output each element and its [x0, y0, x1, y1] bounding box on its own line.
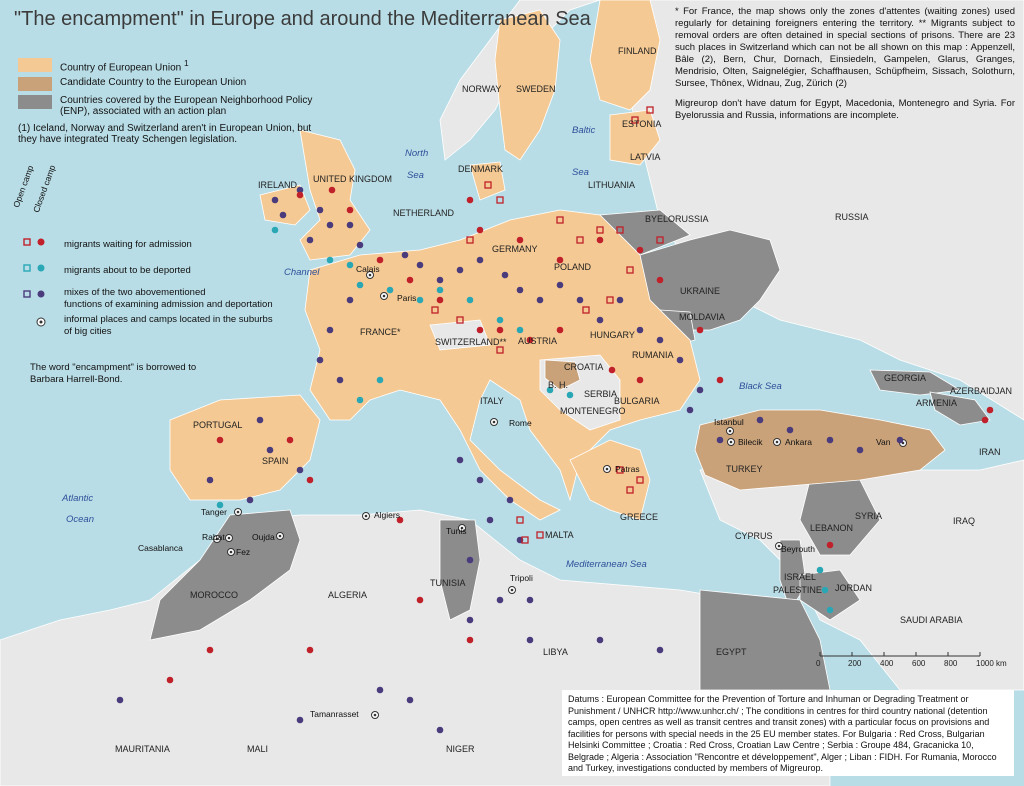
legend-closed-camp: Closed camp	[30, 163, 58, 214]
country-label-azerbaidjan: AZERBAIDJAN	[950, 386, 1013, 396]
city-label-tamanrasset: Tamanrasset	[310, 709, 359, 719]
sea-label-sea: Sea	[407, 170, 424, 181]
legend-enp	[18, 95, 318, 117]
informal-camp-center	[383, 295, 386, 298]
country-label-latvia: LATVIA	[630, 152, 661, 162]
eu-swatch	[18, 58, 52, 72]
legend-candidate-label: Candidate Country to the European Union	[60, 77, 247, 89]
closed-camp-purple-marker	[337, 377, 344, 384]
closed-camp-red-marker	[467, 197, 474, 204]
closed-camp-purple-marker	[557, 282, 564, 289]
scale-tick-label: 1000 km	[976, 659, 1007, 668]
city-label-bilecik: Bilecik	[738, 437, 763, 447]
informal-symbol-inner	[40, 321, 43, 324]
informal-camp-center	[369, 274, 372, 277]
country-label-hungary: HUNGARY	[590, 330, 635, 340]
closed-camp-red-marker	[377, 257, 384, 264]
closed-camp-purple-marker	[467, 617, 474, 624]
closed-camp-purple-marker	[317, 357, 324, 364]
country-label-denmark: DENMARK	[458, 164, 504, 174]
country-label-netherland: NETHERLAND	[393, 208, 455, 218]
sea-label-channel: Channel	[284, 267, 320, 278]
scale-tick-label: 400	[880, 659, 894, 668]
closed-camp-purple-marker	[757, 417, 764, 424]
closed-camp-red-marker	[417, 597, 424, 604]
country-label-united-kingdom: UNITED KINGDOM	[313, 174, 393, 184]
closed-camp-purple-marker	[117, 697, 124, 704]
closed-camp-purple-marker	[827, 437, 834, 444]
closed-camp-purple-marker	[677, 357, 684, 364]
closed-camp-red-marker	[297, 192, 304, 199]
country-label-poland: POLAND	[554, 262, 592, 272]
city-label-van: Van	[876, 437, 891, 447]
sea-label-north: North	[405, 148, 429, 159]
closed-camp-purple-marker	[402, 252, 409, 259]
candidate-swatch	[18, 77, 52, 91]
city-label-patras: Patras	[615, 464, 640, 474]
country-label-b-h-: B. H.	[548, 380, 569, 390]
informal-camp-center	[778, 545, 781, 548]
scale-tick-label: 0	[816, 659, 821, 668]
city-label-algiers: Algiers	[374, 510, 400, 520]
country-label-ireland: IRELAND	[258, 180, 298, 190]
country-label-austria: AUSTRIA	[518, 336, 558, 346]
country-label-lebanon: LEBANON	[810, 523, 854, 533]
closed-camp-teal-marker	[377, 377, 384, 384]
city-label-istanbul: Istanbul	[714, 417, 744, 427]
sea-label-atlantic: Atlantic	[62, 493, 94, 504]
informal-camp-center	[511, 589, 514, 592]
city-label-beyrouth: Beyrouth	[781, 544, 816, 554]
closed-camp-red-marker	[637, 377, 644, 384]
country-label-serbia: SERBIA	[584, 389, 618, 399]
sea-label-baltic: Baltic	[572, 125, 596, 136]
country-label-croatia: CROATIA	[564, 362, 604, 372]
country-label-jordan: JORDAN	[835, 583, 873, 593]
country-label-mali: MALI	[247, 744, 269, 754]
informal-camp-center	[729, 430, 732, 433]
closed-camp-purple-marker	[407, 697, 414, 704]
city-label-paris: Paris	[397, 293, 417, 303]
scale-tick-label: 200	[848, 659, 862, 668]
closed-camp-purple-marker	[787, 427, 794, 434]
closed-camp-purple-marker	[477, 257, 484, 264]
city-label-rome: Rome	[509, 418, 532, 428]
informal-camp-center	[279, 535, 282, 538]
closed-camp-purple-marker	[507, 497, 514, 504]
informal-camp-center	[230, 551, 233, 554]
closed-camp-purple-marker	[357, 242, 364, 249]
country-label-italy: ITALY	[480, 396, 504, 406]
closed-camp-purple-marker	[297, 717, 304, 724]
closed-camp-red-marker	[407, 277, 414, 284]
city-label-oujda: Oujda	[252, 532, 275, 542]
sea-label-sea: Sea	[572, 167, 589, 178]
closed-camp-purple-marker	[717, 437, 724, 444]
legend-footnote: (1) Iceland, Norway and Switzerland aren't in European Union, but they have integrated Treaty Schengen legislation.	[18, 123, 312, 146]
closed-camp-red-marker	[609, 367, 616, 374]
closed-camp-purple-marker	[377, 687, 384, 694]
closed-camp-purple-marker	[317, 207, 324, 214]
closed-camp-purple-marker	[527, 637, 534, 644]
closed-camp-teal-marker	[827, 607, 834, 614]
closed-camp-red-marker	[467, 637, 474, 644]
country-label-lithuania: LITHUANIA	[588, 180, 636, 190]
country-label-saudi-arabia: SAUDI ARABIA	[900, 615, 963, 625]
open-waiting-symbol	[24, 239, 30, 245]
enp-swatch	[18, 95, 52, 109]
city-label-tanger: Tanger	[201, 507, 227, 517]
legend-waiting-label: migrants waiting for admission	[64, 239, 192, 250]
country-label-algeria: ALGERIA	[328, 590, 368, 600]
country-label-palestine: PALESTINE	[773, 585, 822, 595]
closed-camp-red-marker	[287, 437, 294, 444]
legend-candidate	[18, 77, 318, 91]
informal-camp-center	[730, 441, 733, 444]
closed-camp-purple-marker	[272, 197, 279, 204]
country-label-georgia: GEORGIA	[884, 373, 927, 383]
city-label-tunis: Tunis	[446, 526, 467, 536]
country-label-cyprus: CYPRUS	[735, 531, 773, 541]
closed-waiting-symbol	[38, 239, 45, 246]
closed-camp-purple-marker	[327, 222, 334, 229]
closed-camp-purple-marker	[247, 497, 254, 504]
country-label-morocco: MOROCCO	[190, 590, 238, 600]
closed-camp-red-marker	[597, 237, 604, 244]
closed-camp-teal-marker	[817, 567, 824, 574]
closed-camp-red-marker	[307, 647, 314, 654]
open-mixed-symbol	[24, 291, 30, 297]
top-note-secondary: Migreurop don't have datum for Egypt, Macedonia, Montenegro and Syria. For Byelorussia and Russia, informations are incomplete.	[675, 98, 1015, 121]
closed-camp-teal-marker	[327, 257, 334, 264]
country-label-turkey: TURKEY	[726, 464, 763, 474]
closed-camp-purple-marker	[857, 447, 864, 454]
legend-eu	[18, 58, 318, 73]
country-label-moldavia: MOLDAVIA	[679, 312, 725, 322]
closed-camp-purple-marker	[477, 477, 484, 484]
closed-camp-red-marker	[517, 237, 524, 244]
informal-camp-center	[237, 511, 240, 514]
closed-camp-red-marker	[217, 437, 224, 444]
country-label-niger: NIGER	[446, 744, 475, 754]
city-label-ankara: Ankara	[785, 437, 812, 447]
sea-label-black-sea: Black Sea	[739, 381, 782, 392]
country-label-libya: LIBYA	[543, 647, 568, 657]
closed-camp-purple-marker	[457, 267, 464, 274]
closed-camp-red-marker	[717, 377, 724, 384]
closed-camp-teal-marker	[357, 282, 364, 289]
city-label-calais: Calais	[356, 264, 380, 274]
informal-camp-center	[493, 421, 496, 424]
sea-label-mediterranean-sea: Mediterranean Sea	[566, 559, 647, 570]
legend-mixed-label-2: functions of examining admission and deportation	[64, 299, 273, 310]
country-label-norway: NORWAY	[462, 84, 502, 94]
country-label-iraq: IRAQ	[953, 516, 976, 526]
closed-camp-purple-marker	[347, 222, 354, 229]
closed-camp-red-marker	[657, 277, 664, 284]
city-label-tripoli: Tripoli	[510, 573, 533, 583]
closed-camp-purple-marker	[297, 467, 304, 474]
legend-deported-label: migrants about to be deported	[64, 265, 191, 276]
country-label-ukraine: UKRAINE	[680, 286, 721, 296]
closed-camp-red-marker	[557, 327, 564, 334]
closed-camp-teal-marker	[357, 397, 364, 404]
closed-camp-purple-marker	[517, 287, 524, 294]
country-label-tunisia: TUNISIA	[430, 578, 466, 588]
closed-camp-red-marker	[477, 327, 484, 334]
closed-camp-red-marker	[307, 477, 314, 484]
closed-camp-teal-marker	[467, 297, 474, 304]
closed-camp-teal-marker	[387, 287, 394, 294]
closed-camp-red-marker	[329, 187, 336, 194]
closed-camp-red-marker	[477, 227, 484, 234]
closed-camp-purple-marker	[897, 437, 904, 444]
closed-camp-purple-marker	[417, 262, 424, 269]
datums-box: Datums : European Committee for the Prevention of Torture and Inhuman or Degrading Treatment or Punishment / UNHCR http://www.unhcr.ch/ ; The conditions in centres for third country national (detention camps, open centres as well as transit centres and transit zones) with a particular focus on provisions and facilities for persons with special needs in the 25 EU member states. For Bulgaria : Red Cross, Bulgarian Helsinki Committee ; Croatia : Red Cross, Croatian Law Centre ; Serbia : Groupe 484, Gracanicka 10, Belgrade ; Algeria : Association "Rencontre et développement", Alger ; Liban : FIDH. For Rumania, Morocco and Turkey, investigations conducted by members of Migreurop.	[562, 690, 1014, 776]
closed-camp-purple-marker	[597, 317, 604, 324]
legend-informal-label-2: of big cities	[64, 326, 112, 337]
country-label-portugal: PORTUGAL	[193, 420, 243, 430]
legend-borrowed-1: The word "encampment" is borrowed to	[30, 362, 197, 373]
country-label-switzerland-: SWITZERLAND**	[435, 337, 507, 347]
closed-camp-purple-marker	[527, 597, 534, 604]
closed-camp-teal-marker	[497, 317, 504, 324]
closed-camp-purple-marker	[207, 477, 214, 484]
closed-camp-purple-marker	[657, 647, 664, 654]
closed-camp-teal-marker	[822, 587, 829, 594]
country-label-malta: MALTA	[545, 530, 574, 540]
closed-camp-purple-marker	[437, 277, 444, 284]
country-label-finland: FINLAND	[618, 46, 657, 56]
country-label-byelorussia: BYELORUSSIA	[645, 214, 709, 224]
country-label-egypt: EGYPT	[716, 647, 747, 657]
closed-mixed-symbol	[38, 291, 45, 298]
legend-informal-label-1: informal places and camps located in the suburbs	[64, 314, 273, 325]
closed-camp-teal-marker	[517, 327, 524, 334]
closed-camp-purple-marker	[327, 327, 334, 334]
informal-camp-center	[374, 714, 377, 717]
closed-camp-purple-marker	[637, 327, 644, 334]
top-note-main: * For France, the map shows only the zones d'attentes (waiting zones) used regularly for detaining foreigners entering the territory. ** Migrants subject to removal orders are often detained in special sections of prisons. There are 23 such places in Switzerland which can not be all shown on this map : Appenzell, Bâle (2), Bern, Chur, Dornach, Einsiedeln, Gampelen, Glarus, Granges, Mendrisio, Olten, Saignelégier, Schaffhausen, Schüpfheim, Sissach, Solothurn, Sursee, Thônex, Widnau, Zug, Zürich (2)	[675, 6, 1015, 89]
closed-camp-red-marker	[167, 677, 174, 684]
country-label-greece: GREECE	[620, 512, 659, 522]
scale-tick-label: 600	[912, 659, 926, 668]
closed-camp-purple-marker	[537, 297, 544, 304]
informal-camp-center	[776, 441, 779, 444]
legend-enp-label: Countries covered by the European Neighborhood Policy (ENP), associated with an action plan	[60, 95, 313, 118]
closed-camp-red-marker	[497, 327, 504, 334]
country-label-mauritania: MAURITANIA	[115, 744, 170, 754]
closed-camp-purple-marker	[697, 387, 704, 394]
closed-camp-red-marker	[637, 247, 644, 254]
closed-camp-teal-marker	[272, 227, 279, 234]
closed-camp-purple-marker	[307, 237, 314, 244]
legend	[18, 58, 318, 145]
legend-mixed-label-1: mixes of the two abovementioned	[64, 287, 206, 298]
informal-camp-center	[365, 515, 368, 518]
camp-legend-symbols	[22, 236, 62, 336]
country-label-germany: GERMANY	[492, 244, 538, 254]
closed-camp-purple-marker	[502, 272, 509, 279]
closed-camp-red-marker	[347, 207, 354, 214]
closed-camp-red-marker	[437, 297, 444, 304]
closed-deported-symbol	[38, 265, 45, 272]
map-title: "The encampment" in Europe and around the Mediterranean Sea	[14, 8, 591, 30]
top-note	[675, 6, 1015, 122]
country-label-spain: SPAIN	[262, 456, 289, 466]
legend-eu-label: Country of European Union	[60, 62, 182, 74]
closed-camp-teal-marker	[417, 297, 424, 304]
open-deported-symbol	[24, 265, 30, 271]
closed-camp-purple-marker	[487, 517, 494, 524]
closed-camp-teal-marker	[437, 287, 444, 294]
country-label-russia: RUSSIA	[835, 212, 869, 222]
country-label-armenia: ARMENIA	[916, 398, 958, 408]
closed-camp-red-marker	[827, 542, 834, 549]
city-label-rabat: Rabat	[202, 532, 225, 542]
city-label-casablanca: Casablanca	[138, 543, 183, 553]
closed-camp-teal-marker	[567, 392, 574, 399]
legend-eu-sup: 1	[183, 58, 189, 68]
informal-camp-center	[228, 537, 231, 540]
country-label-estonia: ESTONIA	[622, 119, 662, 129]
country-label-rumania: RUMANIA	[632, 350, 674, 360]
closed-camp-purple-marker	[687, 407, 694, 414]
country-label-france-: FRANCE*	[360, 327, 401, 337]
country-label-bulgaria: BULGARIA	[614, 396, 660, 406]
closed-camp-purple-marker	[257, 417, 264, 424]
closed-camp-purple-marker	[597, 637, 604, 644]
legend-open-camp: Open camp	[10, 164, 36, 209]
country-label-israel: ISRAEL	[784, 572, 817, 582]
country-label-iran: IRAN	[979, 447, 1001, 457]
closed-camp-purple-marker	[280, 212, 287, 219]
informal-camp-center	[606, 468, 609, 471]
city-label-fez: Fez	[236, 547, 251, 557]
closed-camp-purple-marker	[497, 597, 504, 604]
sea-label-ocean: Ocean	[66, 514, 94, 525]
country-label-montenegro: MONTENEGRO	[560, 406, 626, 416]
country-label-sweden: SWEDEN	[516, 84, 556, 94]
closed-camp-teal-marker	[347, 262, 354, 269]
scale-tick-label: 800	[944, 659, 958, 668]
closed-camp-purple-marker	[347, 297, 354, 304]
closed-camp-red-marker	[987, 407, 994, 414]
country-label-syria: SYRIA	[855, 511, 883, 521]
closed-camp-red-marker	[982, 417, 989, 424]
closed-camp-red-marker	[207, 647, 214, 654]
closed-camp-red-marker	[697, 327, 704, 334]
legend-borrowed-2: Barbara Harrell-Bond.	[30, 374, 123, 385]
closed-camp-purple-marker	[577, 297, 584, 304]
closed-camp-purple-marker	[617, 297, 624, 304]
closed-camp-purple-marker	[467, 557, 474, 564]
closed-camp-purple-marker	[457, 457, 464, 464]
closed-camp-purple-marker	[657, 337, 664, 344]
closed-camp-purple-marker	[267, 447, 274, 454]
closed-camp-purple-marker	[437, 727, 444, 734]
